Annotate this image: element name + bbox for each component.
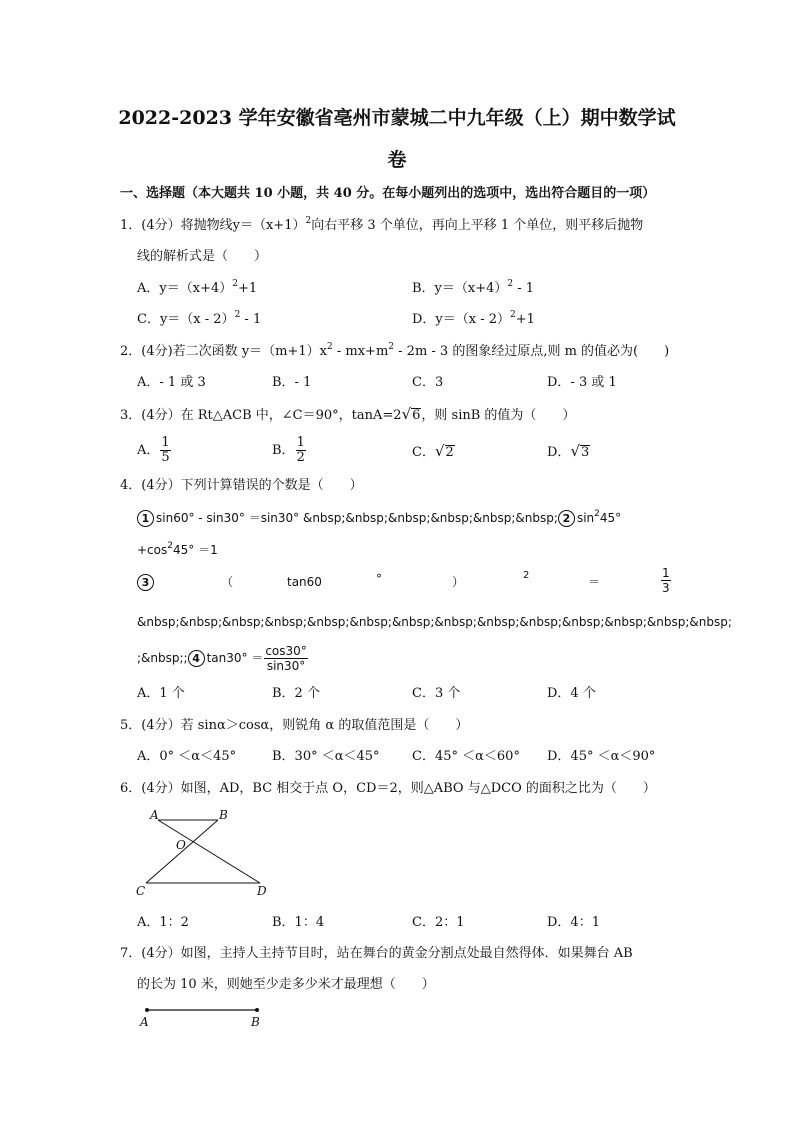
q4-item-3 xyxy=(137,572,156,592)
q2-stem: 2．(4分)若二次函数 $y=(m+1)x^2 - mx+m^2 - 2m - 3$ 的图象经过原点,则 m 的值必为( ) xyxy=(120,342,670,359)
exam-title-line2: 卷 xyxy=(387,149,407,171)
q1-exp: 2 xyxy=(305,216,312,226)
circled-1-icon: 1 xyxy=(137,510,154,527)
q2-option-d: D．- 3 或 1 xyxy=(547,375,617,390)
q4-nbsp-line: &nbsp;&nbsp;&nbsp;&nbsp;&nbsp;&nbsp;&nbsp;&nbsp;&nbsp;&nbsp;&nbsp;&nbsp;&nbsp;&nbsp; xyxy=(137,615,732,629)
q1-stem xyxy=(120,216,643,236)
q4-item-3-frac: $\frac{1}{3}$ xyxy=(662,566,670,595)
q4-option-d: D．4 个 xyxy=(547,686,596,701)
q4-item-1: 1 sin60° - sin30° ＝sin30° &nbsp;&nbsp;&nbsp;&nbsp;&nbsp;&nbsp; 2 $\sin^245^\circ$ xyxy=(137,508,621,528)
q4-stem: 4．(4分）下列计算错误的个数是（ ） xyxy=(120,478,363,493)
q7-label-b: B xyxy=(251,1015,260,1029)
q4-item-2-cont: $+\cos^245^\circ =1$ xyxy=(137,541,218,557)
q7-stem: 7．(4分）如图，主持人主持节目时，站在舞台的黄金分割点处最自然得体．如果舞台 AB xyxy=(120,946,633,961)
q4-item-3-rparen: ） xyxy=(452,575,465,589)
q4-item-3-tan: tan60 xyxy=(287,575,322,589)
q3-radicand: 6 xyxy=(412,408,421,423)
q1-func: y＝（x+1） xyxy=(232,218,306,233)
q4-item-3-exp: 2 xyxy=(523,570,530,581)
q6-segment-ad xyxy=(158,820,260,883)
q6-option-c: C．2：1 xyxy=(412,915,465,930)
q4-option-a: A．1 个 xyxy=(137,686,185,701)
q6-stem: 6．(4分）如图，AD，BC 相交于点 O，CD＝2，则△ABO 与△DCO 的面积之比为（ ） xyxy=(120,781,656,796)
q5-option-d: D．45° ＜α＜90° xyxy=(547,749,656,764)
q6-label-c: C xyxy=(136,884,146,898)
q4-item-3-deg: ° xyxy=(376,572,382,586)
q4-item-4: ;&nbsp;; 4 tan30° ＝ $\frac{\cos 30^\circ}{\sin 30^\circ}$ xyxy=(137,644,307,673)
q2-option-b: B．- 1 xyxy=(272,375,312,390)
q3-option-a: A． $\frac{1}{5}$ xyxy=(137,435,170,465)
q6-label-d: D xyxy=(257,884,267,898)
q6-option-a: A．1：2 xyxy=(137,915,189,930)
q3-stem: 3．(4分）在 Rt△ACB 中，∠C＝90°，tanA=2√6，则 sinB 的值为（ ） xyxy=(120,405,576,423)
q4-option-c: C．3 个 xyxy=(412,686,461,701)
q5-stem: 5．(4分）若 sinα＞cosα，则锐角 α 的取值范围是（ ） xyxy=(120,718,469,733)
q4-option-b: B．2 个 xyxy=(272,686,320,701)
q4-item-3-lparen: （ xyxy=(221,575,234,589)
section-heading: 一、选择题（本大题共 10 小题，共 40 分。在每小题列出的选项中，选出符合题目的一项） xyxy=(120,186,656,201)
q5-option-b: B．30° ＜α＜45° xyxy=(272,749,380,764)
q7-label-a: A xyxy=(140,1015,149,1029)
exam-title-line1: 2022-2023 学年安徽省亳州市蒙城二中九年级（上）期中数学试 xyxy=(118,107,676,129)
q1-option-b: B．$y=(x+4)^2 - 1$ xyxy=(412,279,535,296)
q6-label-o: O xyxy=(176,838,186,852)
q1-prefix: 1．(4分）将抛物线 xyxy=(120,218,233,233)
q1-option-c: C．y＝（x - 2）$^2$ - 1 xyxy=(137,310,262,327)
q1-stem-cont: 线的解析式是（ ） xyxy=(137,249,268,264)
q7-figure xyxy=(135,1002,275,1034)
q6-option-d: D．4：1 xyxy=(547,915,600,930)
q1-option-d: D．y＝（x - 2）$^2$+1 xyxy=(412,310,535,327)
q6-option-b: B．1：4 xyxy=(272,915,325,930)
q3-option-d: D．√3 xyxy=(547,442,590,460)
q6-figure xyxy=(130,805,275,900)
q1-option-a: A．$y=(x+4)^2+1$ xyxy=(137,279,258,296)
q5-option-c: C．45° ＜α＜60° xyxy=(412,749,520,764)
circled-2-icon: 2 xyxy=(558,510,575,527)
q4-item-3-eq: ＝ xyxy=(588,575,601,589)
q6-label-a: A xyxy=(150,808,159,822)
circled-3-icon: 3 xyxy=(137,574,154,591)
q2-option-c: C．3 xyxy=(412,375,444,390)
q2-option-a: A．- 1 或 3 xyxy=(137,375,206,390)
q7-point-b xyxy=(255,1008,259,1012)
q7-stem-cont: 的长为 10 米，则她至少走多少米才最理想（ ） xyxy=(137,977,435,992)
q6-label-b: B xyxy=(219,808,228,822)
q7-point-a xyxy=(145,1008,149,1012)
circled-4-icon: 4 xyxy=(188,650,205,667)
q1-mid: 向右平移 3 个单位，再向上平移 1 个单位，则平移后抛物 xyxy=(311,218,644,233)
q5-option-a: A．0° ＜α＜45° xyxy=(137,749,237,764)
q3-option-c: C．√2 xyxy=(412,442,454,460)
q3-option-b: B． $\frac{1}{2}$ xyxy=(272,435,305,465)
